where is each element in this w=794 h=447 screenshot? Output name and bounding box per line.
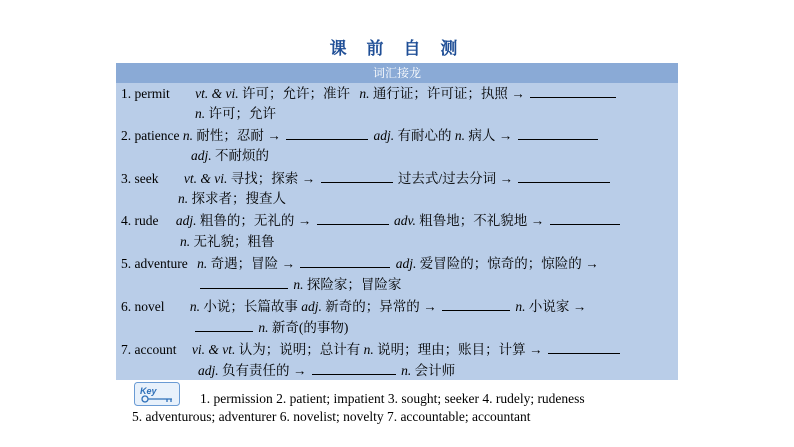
answer-blank[interactable] — [550, 211, 620, 225]
meaning: 许可；允许 — [208, 106, 276, 121]
meaning: 过去式/过去分词 → — [397, 171, 514, 186]
answer-blank[interactable] — [286, 126, 368, 140]
answer-blank[interactable] — [321, 169, 393, 183]
item-2-line-2 — [191, 147, 269, 165]
meaning: 耐性；忍耐 → — [196, 128, 281, 143]
meaning: 粗鲁的；无礼的 → — [199, 213, 312, 228]
pos: n. — [401, 363, 412, 378]
meaning: 有耐心的 — [397, 128, 452, 143]
pos: n. — [515, 299, 526, 314]
pos: adj. — [301, 299, 322, 314]
pos: adj. — [395, 256, 417, 271]
answer-blank[interactable] — [518, 126, 598, 140]
pos: adj. — [198, 363, 219, 378]
meaning: 奇遇；冒险 → — [210, 256, 295, 271]
meaning: 探险家；冒险家 — [306, 277, 402, 292]
answer-blank[interactable] — [518, 169, 610, 183]
meaning: 爱冒险的；惊奇的；惊险的 → — [419, 256, 599, 271]
word: 7. account — [121, 342, 177, 357]
vocabulary-panel — [116, 63, 678, 380]
pos: adj. — [175, 213, 197, 228]
meaning: 新奇(的事物) — [271, 320, 349, 335]
meaning: 寻找；探索 → — [230, 171, 316, 186]
meaning: 小说家 → — [528, 299, 587, 314]
pos: n. — [197, 256, 208, 271]
item-7-line-2 — [198, 361, 455, 380]
item-7-line-1 — [121, 340, 622, 359]
item-4-line-2 — [180, 233, 275, 251]
pos: n. — [363, 342, 374, 357]
pos: vi. & vt. — [191, 342, 236, 357]
answer-blank[interactable] — [442, 297, 510, 311]
page-title: 课 前 自 测 — [329, 39, 465, 59]
word: 5. adventure — [121, 256, 188, 271]
item-5-line-1 — [121, 254, 599, 273]
pos: n. — [195, 106, 206, 121]
answer-blank[interactable] — [300, 254, 390, 268]
item-4-line-1 — [121, 211, 622, 230]
pos: n. — [454, 128, 465, 143]
pos: n. — [178, 191, 189, 206]
meaning: 新奇的；异常的 → — [325, 299, 437, 314]
pos: adj. — [373, 128, 395, 143]
word: 4. rude — [121, 213, 159, 228]
item-6-line-2 — [193, 318, 348, 337]
pos: n. — [182, 128, 193, 143]
answer-blank[interactable] — [200, 275, 288, 289]
item-2-line-1 — [121, 126, 600, 145]
answers-line-2: 5. adventurous; adventurer 6. novelist; novelty 7. accountable; accountant — [132, 409, 531, 424]
panel-header: 词汇接龙 — [116, 63, 678, 83]
meaning: 许可；允许；准许 — [242, 86, 350, 101]
meaning: 认为；说明；总计有 — [238, 342, 361, 357]
meaning: 病人 → — [468, 128, 513, 143]
answer-blank[interactable] — [317, 211, 389, 225]
item-6-line-1 — [121, 297, 586, 316]
word: 6. novel — [121, 299, 165, 314]
word: 3. seek — [121, 171, 159, 186]
meaning: 粗鲁地；不礼貌地 → — [419, 213, 545, 228]
pos: vt. & vi. — [195, 86, 239, 101]
meaning: 无礼貌；粗鲁 — [193, 234, 275, 249]
pos: n. — [359, 86, 370, 101]
item-1-line-2 — [195, 105, 276, 123]
word: 2. patience — [121, 128, 180, 143]
pos: n. — [258, 320, 269, 335]
meaning: 探求者；搜查人 — [191, 191, 286, 206]
meaning: 说明；理由；账目；计算 → — [377, 342, 543, 357]
key-label: Key — [140, 386, 157, 396]
item-3-line-2 — [178, 190, 286, 208]
answer-blank[interactable] — [530, 84, 616, 98]
pos: n. — [180, 234, 191, 249]
meaning: 不耐烦的 — [215, 148, 270, 163]
meaning: 负有责任的 → — [222, 363, 307, 378]
item-3-line-1 — [121, 169, 612, 188]
meaning: 小说；长篇故事 — [203, 299, 298, 314]
pos: n. — [189, 299, 200, 314]
pos: vt. & vi. — [183, 171, 228, 186]
key-icon — [134, 382, 180, 406]
answers-line-1: 1. permission 2. patient; impatient 3. sought; seeker 4. rudely; rudeness — [200, 391, 585, 406]
pos: adj. — [191, 148, 212, 163]
answer-blank[interactable] — [312, 361, 396, 375]
pos: n. — [293, 277, 304, 292]
pos: adv. — [394, 213, 416, 228]
word: 1. permit — [121, 86, 170, 101]
answer-blank[interactable] — [548, 340, 620, 354]
answer-blank[interactable] — [195, 318, 253, 332]
meaning: 会计师 — [414, 363, 456, 378]
meaning: 通行证；许可证；执照 → — [372, 86, 525, 101]
item-1-line-1 — [121, 84, 618, 103]
item-5-line-2 — [198, 275, 401, 294]
